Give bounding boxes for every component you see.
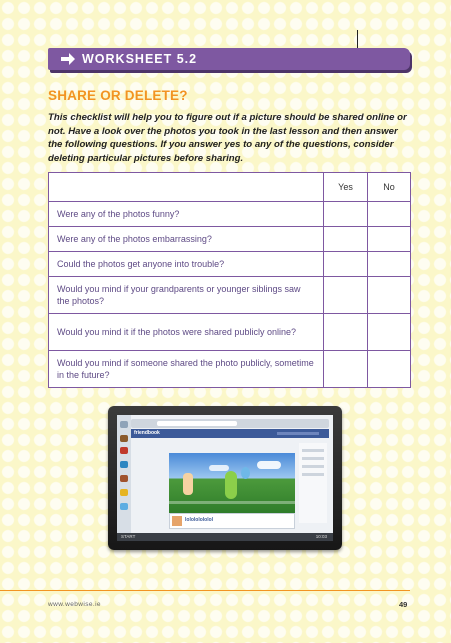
- table-row: [49, 252, 411, 277]
- question-cell: Would you mind if your grandparents or younger siblings saw the photos?: [49, 277, 324, 314]
- mascot-figure: [225, 471, 237, 499]
- sidebar-line: [302, 449, 324, 452]
- person-figure: [183, 473, 193, 495]
- table-row: [49, 351, 411, 388]
- yes-checkbox-cell[interactable]: [324, 277, 368, 314]
- worksheet-label: WORKSHEET 5.2: [82, 52, 198, 66]
- cart-icon: [120, 435, 128, 442]
- footer-url: www.webwise.ie: [48, 601, 101, 608]
- mascot-head: [241, 467, 250, 479]
- checklist-table: [48, 172, 411, 388]
- yes-checkbox-cell[interactable]: [324, 351, 368, 388]
- table-row: [49, 227, 411, 252]
- footer-divider: [0, 590, 410, 591]
- no-checkbox-cell[interactable]: [368, 227, 411, 252]
- lock-icon: [120, 489, 128, 496]
- monitor-illustration: [108, 406, 342, 550]
- yes-checkbox-cell[interactable]: [324, 252, 368, 277]
- taskbar: [117, 533, 333, 541]
- table-row: [49, 202, 411, 227]
- table-row: [49, 314, 411, 351]
- box-icon: [120, 475, 128, 482]
- table-row: [49, 277, 411, 314]
- monitor-icon: [120, 421, 128, 428]
- worksheet-banner: [48, 48, 410, 70]
- header-question: [49, 173, 324, 202]
- no-checkbox-cell[interactable]: [368, 252, 411, 277]
- intro-text: This checklist will help you to figure out if a picture should be shared online or not. Have a look over the photos you took in the last lesson and then answer the following questions. If you answer yes to any of the questions, consider deleting particular pictures before sharing.: [48, 112, 407, 164]
- caption-text: lolololololol: [185, 517, 214, 523]
- start-label: START: [121, 534, 136, 539]
- site-nav: [277, 432, 319, 435]
- sidebar-line: [302, 457, 324, 460]
- yes-checkbox-cell[interactable]: [324, 202, 368, 227]
- table-header-row: [49, 173, 411, 202]
- pitch-stripe: [169, 501, 295, 504]
- no-checkbox-cell[interactable]: [368, 351, 411, 388]
- no-checkbox-cell[interactable]: [368, 277, 411, 314]
- sky-highlight: [209, 465, 229, 471]
- sidebar-column: [299, 443, 327, 523]
- no-checkbox-cell[interactable]: [368, 314, 411, 351]
- header-no: No: [368, 173, 411, 202]
- section-title: SHARE OR DELETE?: [48, 88, 188, 103]
- sidebar-line: [302, 473, 324, 476]
- cloud-shape: [257, 461, 281, 469]
- arrow-right-icon: [60, 52, 76, 66]
- monitor-screen: [117, 415, 333, 541]
- sidebar-line: [302, 465, 324, 468]
- page-number: 49: [399, 600, 408, 609]
- yes-checkbox-cell[interactable]: [324, 314, 368, 351]
- question-cell: Could the photos get anyone into trouble?: [49, 252, 324, 277]
- question-cell: Were any of the photos embarrassing?: [49, 227, 324, 252]
- desktop-dock: [117, 415, 131, 533]
- address-bar: [157, 421, 237, 426]
- question-cell: Would you mind it if the photos were shared publicly online?: [49, 314, 324, 351]
- shared-photo: [169, 453, 295, 513]
- site-logo: friendbook: [134, 430, 160, 436]
- calendar-icon: [120, 447, 128, 454]
- no-checkbox-cell[interactable]: [368, 202, 411, 227]
- header-yes: Yes: [324, 173, 368, 202]
- avatar: [172, 516, 182, 526]
- question-cell: Would you mind if someone shared the photo publicly, sometime in the future?: [49, 351, 324, 388]
- yes-checkbox-cell[interactable]: [324, 227, 368, 252]
- clock-label: 10:03: [315, 534, 327, 539]
- question-cell: Were any of the photos funny?: [49, 202, 324, 227]
- globe-icon: [120, 461, 128, 468]
- post-caption: [169, 513, 295, 529]
- document-icon: [120, 503, 128, 510]
